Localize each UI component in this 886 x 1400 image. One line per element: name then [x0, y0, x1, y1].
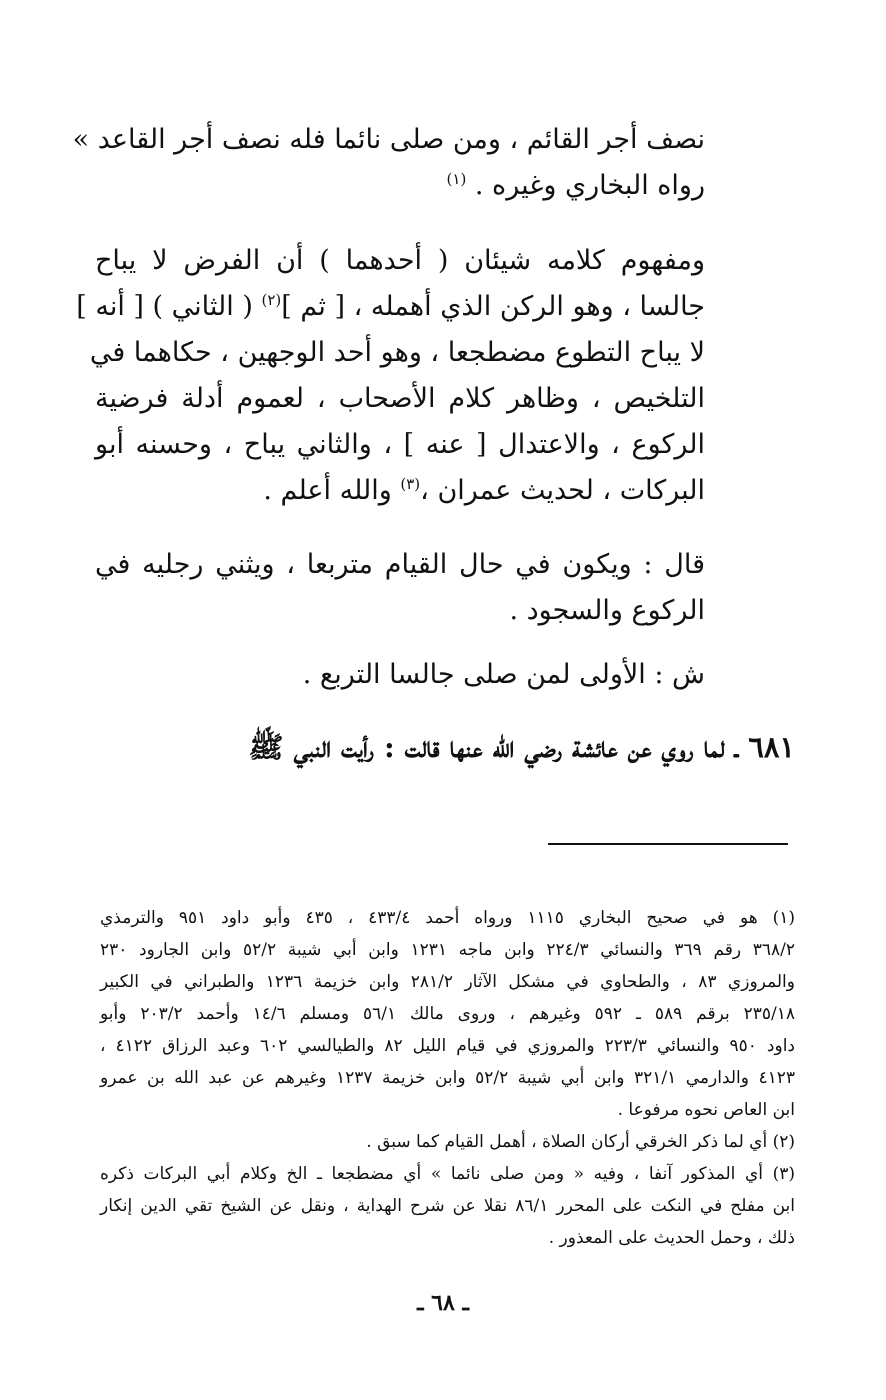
- text-line: [95, 163, 705, 209]
- paragraph-statement: [95, 542, 705, 634]
- paragraph-explanation: [95, 652, 705, 698]
- text-segment: ( الثاني ) [ أنه ]: [76, 291, 262, 322]
- footnote-1: [100, 902, 795, 1126]
- hadith-line: ٦٨١ ـ لما روي عن عائشة رضي الله عنها قالت : رأيت النبي ﷺ: [248, 730, 795, 764]
- text-line: [95, 468, 705, 514]
- text-line: نصف أجر القائم ، ومن صلى نائما فله نصف أجر القاعد »: [72, 124, 705, 155]
- text-line: قال : ويكون في حال القيام متربعا ، ويثني رجليه في: [95, 549, 705, 580]
- text-line: [76, 284, 705, 330]
- footnote-line: (٢) أي لما ذكر الخرقي أركان الصلاة ، أهمل القيام كما سبق .: [366, 1132, 795, 1152]
- footnote-line: والمروزي ٨٣ ، والطحاوي في مشكل الآثار ٢٨١/٢ وابن خزيمة ١٢٣٦ والطبراني في الكبير: [100, 972, 795, 992]
- footnote-line: ابن مفلح في النكت على المحرر ٨٦/١ نقلا عن شرح الهداية ، ونقل عن الشيخ تقي الدين إنكار: [100, 1196, 795, 1216]
- footnote-ref: (٢): [261, 291, 282, 309]
- footnote-line: (١) هو في صحيح البخاري ١١١٥ ورواه أحمد ٤٣٣/٤ ، ٤٣٥ وأبو داود ٩٥١ والترمذي: [100, 908, 796, 928]
- text-line: ومفهوم كلامه شيئان ( أحدهما ) أن الفرض لا يباح: [95, 245, 705, 276]
- footnote-line: ٤١٢٣ والدارمي ٣٢١/١ وابن أبي شيبة ٥٢/٢ وابن خزيمة ١٢٣٧ وغيرهم عن عبد الله بن عمرو: [100, 1068, 795, 1088]
- footnote-line: داود ٩٥٠ والنسائي ٢٢٣/٣ والمروزي في قيام الليل ٨٢ والطيالسي ٦٠٢ وعبد الرزاق ٤١٢٢ ،: [100, 1036, 796, 1056]
- footnotes: [100, 902, 795, 1254]
- footnote-3: [100, 1158, 795, 1254]
- footnote-separator: [548, 843, 788, 845]
- paragraph-continuation: [72, 117, 705, 209]
- paragraph-meaning: [76, 238, 705, 514]
- footnote-ref: (٣): [400, 475, 421, 493]
- footnote-2: [100, 1126, 795, 1158]
- text-segment: والله أعلم .: [263, 475, 401, 506]
- footnote-line: ٢٣٥/١٨ برقم ٥٨٩ ـ ٥٩٢ وغيرهم ، وروى مالك ٥٦/١ ومسلم ١٤/٦ وأحمد ٢٠٣/٢ وأبو: [100, 1004, 795, 1024]
- footnote-line: ابن العاص نحوه مرفوعا .: [617, 1100, 795, 1120]
- text-segment: البركات ، لحديث عمران ،: [420, 475, 705, 506]
- page-number: ـ ٦٨ ـ: [417, 1290, 469, 1316]
- footnote-ref: (١): [446, 170, 467, 188]
- text-segment: جالسا ، وهو الركن الذي أهمله ، [ ثم ]: [281, 291, 705, 322]
- text-line: لا يباح التطوع مضطجعا ، وهو أحد الوجهين ، حكاهما في: [89, 337, 705, 368]
- text-line: الركوع والسجود .: [509, 595, 705, 626]
- text-line: ش : الأولى لمن صلى جالسا التربع .: [302, 659, 705, 690]
- footnote-line: ٣٦٨/٢ رقم ٣٦٩ والنسائي ٢٢٤/٣ وابن ماجه ١٢٣١ وابن أبي شيبة ٥٢/٢ وابن الجارود ٢٣٠: [100, 940, 795, 960]
- text-segment: رواه البخاري وغيره .: [474, 170, 705, 201]
- text-line: التلخيص ، وظاهر كلام الأصحاب ، لعموم أدلة فرضية: [95, 383, 705, 414]
- footnote-line: (٣) أي المذكور آنفا ، وفيه « ومن صلى نائما » أي مضطجعا ـ الخ وكلام أبي البركات ذكره: [100, 1164, 795, 1184]
- footnote-line: ذلك ، وحمل الحديث على المعذور .: [548, 1228, 795, 1248]
- text-line: الركوع ، والاعتدال [ عنه ] ، والثاني يباح ، وحسنه أبو: [95, 429, 705, 460]
